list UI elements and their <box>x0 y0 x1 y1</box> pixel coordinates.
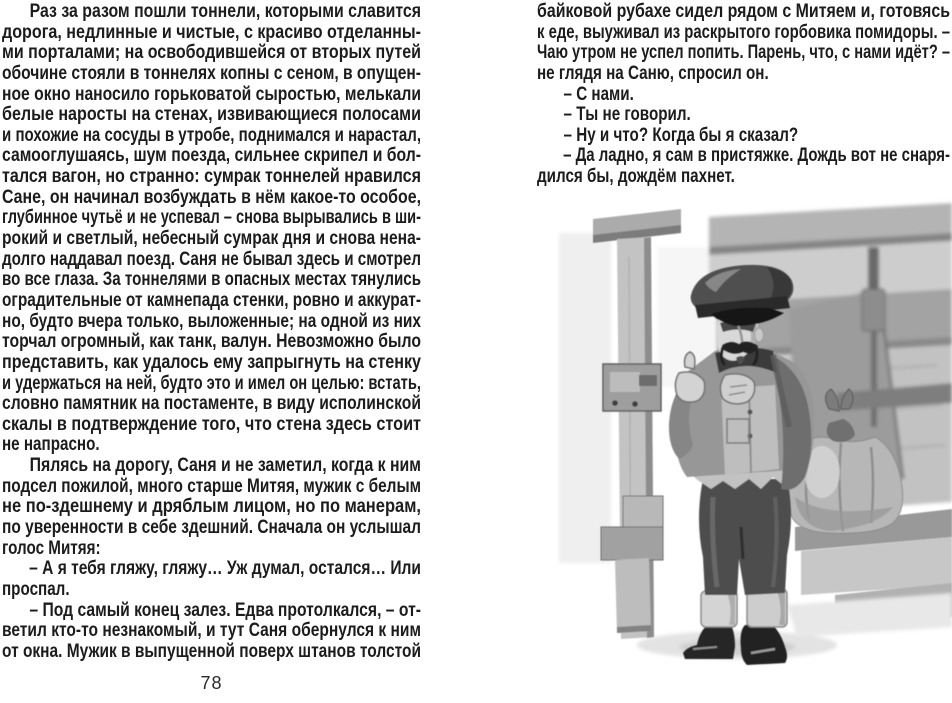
text-line <box>2 290 421 311</box>
text-line <box>2 352 421 373</box>
text-line-content: Пялясь на дорогу, Саня и не заметил, когда к ним <box>29 454 422 477</box>
text-line-content: долго наддавал поезд. Саня не бывал здесь и смотрел <box>2 247 421 270</box>
text-line <box>2 414 421 435</box>
text-line-content: – С нами. <box>563 82 634 105</box>
text-line <box>2 434 421 455</box>
text-line-content: ное окно наносило горьковатой сыростью, мелькали <box>2 82 421 105</box>
text-line-content: по уверенности в себе здешний. Сначала он услышал <box>2 516 421 539</box>
ground-shadow <box>637 593 952 659</box>
text-line-content: – Да ладно, я сам в пристяжке. Дождь вот не снаря- <box>563 144 950 167</box>
text-line <box>2 125 421 146</box>
text-line <box>537 22 950 43</box>
text-line <box>2 187 421 208</box>
text-line <box>2 207 421 228</box>
text-line-content: – Под самый конец залез. Едва протолкался, – от- <box>29 598 421 621</box>
text-line <box>2 63 421 84</box>
text-line <box>537 63 950 84</box>
ear <box>755 328 764 342</box>
illustration-svg <box>537 197 952 689</box>
text-line <box>2 600 421 621</box>
text-line-content: – А я тебя гляжу, гляжу… Уж думал, остался… Или <box>29 557 421 580</box>
text-line <box>2 641 421 662</box>
text-line <box>2 538 421 559</box>
text-line-content: ветил кто-то незнакомый, и тут Саня обернулся к ним <box>2 619 421 642</box>
text-line-content: дился бы, дождём пахнет. <box>537 165 735 188</box>
text-line <box>2 22 421 43</box>
text-line-content: но, будто вчера только, выложенные; на одной из них <box>2 309 421 332</box>
text-line <box>2 517 421 538</box>
text-line-content: обочине стояли в тоннелях копны с сеном, в опущен- <box>2 61 421 84</box>
text-line-content: подсел пожилой, много старше Митяя, мужик с белым <box>2 474 421 497</box>
text-line <box>2 1 421 22</box>
text-line <box>537 42 950 63</box>
text-line <box>537 104 950 125</box>
text-line-content: проспал. <box>2 577 70 600</box>
text-line <box>2 373 421 394</box>
text-line-content: глубинное чутьё и не успевал – снова вырывались в ши- <box>2 206 421 229</box>
text-line-content: к еде, выуживал из раскрытого горбовика помидоры. – <box>537 20 950 43</box>
text-line <box>2 228 421 249</box>
text-line-content: самооглушаясь, шум поезда, сильнее скрипел и бол- <box>2 144 421 167</box>
text-line-content: Сане, он начинал возбуждать в нём какое-то особое, <box>2 185 421 208</box>
text-line <box>2 558 421 579</box>
text-line-content: ми порталами; на освободившейся от вторых путей <box>2 41 421 64</box>
text-line-content: тался вагон, но странно: сумрак тоннелей нравился <box>2 165 421 188</box>
text-line-content: белые наросты на стенах, извивающиеся полосами <box>2 103 421 126</box>
illustration <box>537 197 952 689</box>
text-line-content: от окна. Мужик в выпущенной поверх штанов толстой <box>2 639 421 662</box>
text-line <box>2 579 421 600</box>
text-line <box>537 145 950 166</box>
text-line-content: не напрасно. <box>2 433 100 456</box>
text-line-content: дорога, недлинные и чистые, с красиво отделанны- <box>2 20 421 43</box>
text-line <box>2 331 421 352</box>
text-line <box>2 476 421 497</box>
text-line <box>537 1 950 22</box>
text-line-content: не глядя на Саню, спросил он. <box>537 61 769 84</box>
text-line <box>2 269 421 290</box>
text-line <box>2 145 421 166</box>
text-line-content: представить, как удалось ему запрыгнуть на стенку <box>2 350 421 373</box>
text-line <box>2 42 421 63</box>
text-line <box>2 393 421 414</box>
text-line <box>2 104 421 125</box>
text-line <box>2 311 421 332</box>
text-line-content: и похожие на сосуды в утробе, поднимался и нарастал, <box>2 123 421 146</box>
left-text-column <box>2 1 421 662</box>
text-line-content: Раз за разом пошли тоннели, которыми славится <box>29 0 421 22</box>
text-line-content: – Ты не говорил. <box>563 103 691 126</box>
text-line <box>537 125 950 146</box>
text-line <box>2 84 421 105</box>
text-line-content: и удержаться на ней, будто это и имел он целью: встать, <box>2 371 421 394</box>
trousers <box>699 479 791 595</box>
text-line-content: словно памятник на постаменте, в виду исполинской <box>2 392 421 415</box>
latch-plate <box>603 364 661 411</box>
text-line-content: не по-здешнему и дряблым лицом, но по манерам, <box>2 495 421 518</box>
text-line-content: скалы в подтверждение того, что стена здесь стоит <box>2 412 421 435</box>
text-line-content: байковой рубахе сидел рядом с Митяем и, готовясь <box>537 0 950 22</box>
text-line-content: во все глаза. За тоннелями в опасных местах тянулись <box>2 268 421 291</box>
text-line <box>2 455 421 476</box>
right-hand <box>720 374 754 404</box>
text-line <box>2 620 421 641</box>
text-line-content: – Ну и что? Когда бы я сказал? <box>563 123 799 146</box>
text-line-content: оградительные от камнепада стенки, ровно и аккурат- <box>2 288 421 311</box>
text-line <box>2 496 421 517</box>
text-line <box>2 166 421 187</box>
right-text-column <box>537 1 950 187</box>
text-line-content: Чаю утром не успел попить. Парень, что, с нами идёт? – <box>537 41 950 64</box>
text-line-content: голос Митяя: <box>2 536 101 559</box>
tie-rod <box>868 247 879 291</box>
text-line <box>537 166 950 187</box>
page-number: 78 <box>200 673 223 693</box>
text-line <box>537 84 950 105</box>
text-line-content: торчал огромный, как танк, валун. Невозможно было <box>2 330 421 353</box>
text-line-content: рокий и светлый, небесный сумрак дня и снова нена- <box>2 227 421 250</box>
text-line <box>2 249 421 270</box>
